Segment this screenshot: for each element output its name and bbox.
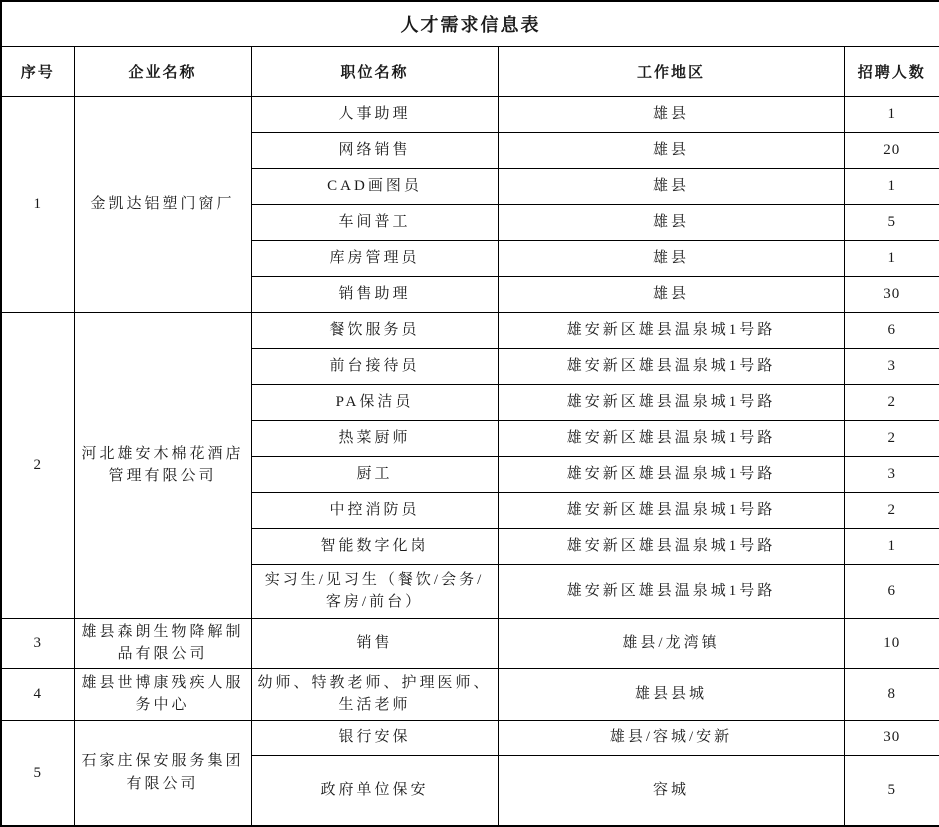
area-cell: 雄县 (498, 132, 844, 168)
area-cell: 雄安新区雄县温泉城1号路 (498, 348, 844, 384)
position-cell: 库房管理员 (251, 240, 498, 276)
count-cell: 3 (844, 348, 939, 384)
area-cell: 雄县/容城/安新 (498, 720, 844, 755)
position-cell: 网络销售 (251, 132, 498, 168)
area-cell: 雄县 (498, 96, 844, 132)
position-cell: 餐饮服务员 (251, 312, 498, 348)
position-cell: 厨工 (251, 456, 498, 492)
col-header-serial: 序号 (1, 46, 74, 96)
col-header-company: 企业名称 (74, 46, 251, 96)
count-cell: 3 (844, 456, 939, 492)
header-row (1, 46, 939, 96)
count-cell: 1 (844, 528, 939, 564)
position-cell: 智能数字化岗 (251, 528, 498, 564)
count-cell: 30 (844, 276, 939, 312)
count-cell: 5 (844, 755, 939, 826)
col-header-area: 工作地区 (498, 46, 844, 96)
serial-cell: 4 (1, 668, 74, 720)
col-header-count: 招聘人数 (844, 46, 939, 96)
position-cell: 销售助理 (251, 276, 498, 312)
position-cell: 实习生/见习生（餐饮/会务/客房/前台） (251, 564, 498, 618)
company-cell: 河北雄安木棉花酒店管理有限公司 (74, 312, 251, 618)
area-cell: 雄安新区雄县温泉城1号路 (498, 492, 844, 528)
position-cell: 热菜厨师 (251, 420, 498, 456)
company-cell: 雄县世博康残疾人服务中心 (74, 668, 251, 720)
area-cell: 容城 (498, 755, 844, 826)
table-title: 人才需求信息表 (1, 1, 939, 46)
table-row (1, 96, 939, 132)
count-cell: 1 (844, 168, 939, 204)
area-cell: 雄县 (498, 276, 844, 312)
position-cell: 政府单位保安 (251, 755, 498, 826)
area-cell: 雄县 (498, 168, 844, 204)
area-cell: 雄县 (498, 204, 844, 240)
area-cell: 雄安新区雄县温泉城1号路 (498, 456, 844, 492)
position-cell: 银行安保 (251, 720, 498, 755)
company-cell: 金凯达铝塑门窗厂 (74, 96, 251, 312)
count-cell: 30 (844, 720, 939, 755)
position-cell: CAD画图员 (251, 168, 498, 204)
table-row (1, 312, 939, 348)
count-cell: 2 (844, 420, 939, 456)
company-cell: 雄县森朗生物降解制品有限公司 (74, 618, 251, 668)
position-cell: 车间普工 (251, 204, 498, 240)
serial-cell: 1 (1, 96, 74, 312)
table-row (1, 668, 939, 720)
count-cell: 5 (844, 204, 939, 240)
area-cell: 雄安新区雄县温泉城1号路 (498, 312, 844, 348)
area-cell: 雄安新区雄县温泉城1号路 (498, 528, 844, 564)
area-cell: 雄安新区雄县温泉城1号路 (498, 420, 844, 456)
count-cell: 1 (844, 96, 939, 132)
count-cell: 6 (844, 564, 939, 618)
count-cell: 8 (844, 668, 939, 720)
position-cell: 销售 (251, 618, 498, 668)
table-row (1, 720, 939, 755)
title-row (1, 1, 939, 46)
table-row (1, 618, 939, 668)
company-cell: 石家庄保安服务集团有限公司 (74, 720, 251, 826)
position-cell: 人事助理 (251, 96, 498, 132)
count-cell: 2 (844, 492, 939, 528)
position-cell: 前台接待员 (251, 348, 498, 384)
count-cell: 1 (844, 240, 939, 276)
serial-cell: 2 (1, 312, 74, 618)
count-cell: 10 (844, 618, 939, 668)
serial-cell: 3 (1, 618, 74, 668)
area-cell: 雄安新区雄县温泉城1号路 (498, 384, 844, 420)
count-cell: 20 (844, 132, 939, 168)
position-cell: PA保洁员 (251, 384, 498, 420)
col-header-position: 职位名称 (251, 46, 498, 96)
area-cell: 雄县 (498, 240, 844, 276)
area-cell: 雄县/龙湾镇 (498, 618, 844, 668)
serial-cell: 5 (1, 720, 74, 826)
count-cell: 6 (844, 312, 939, 348)
count-cell: 2 (844, 384, 939, 420)
position-cell: 中控消防员 (251, 492, 498, 528)
position-cell: 幼师、特教老师、护理医师、生活老师 (251, 668, 498, 720)
area-cell: 雄安新区雄县温泉城1号路 (498, 564, 844, 618)
area-cell: 雄县县城 (498, 668, 844, 720)
